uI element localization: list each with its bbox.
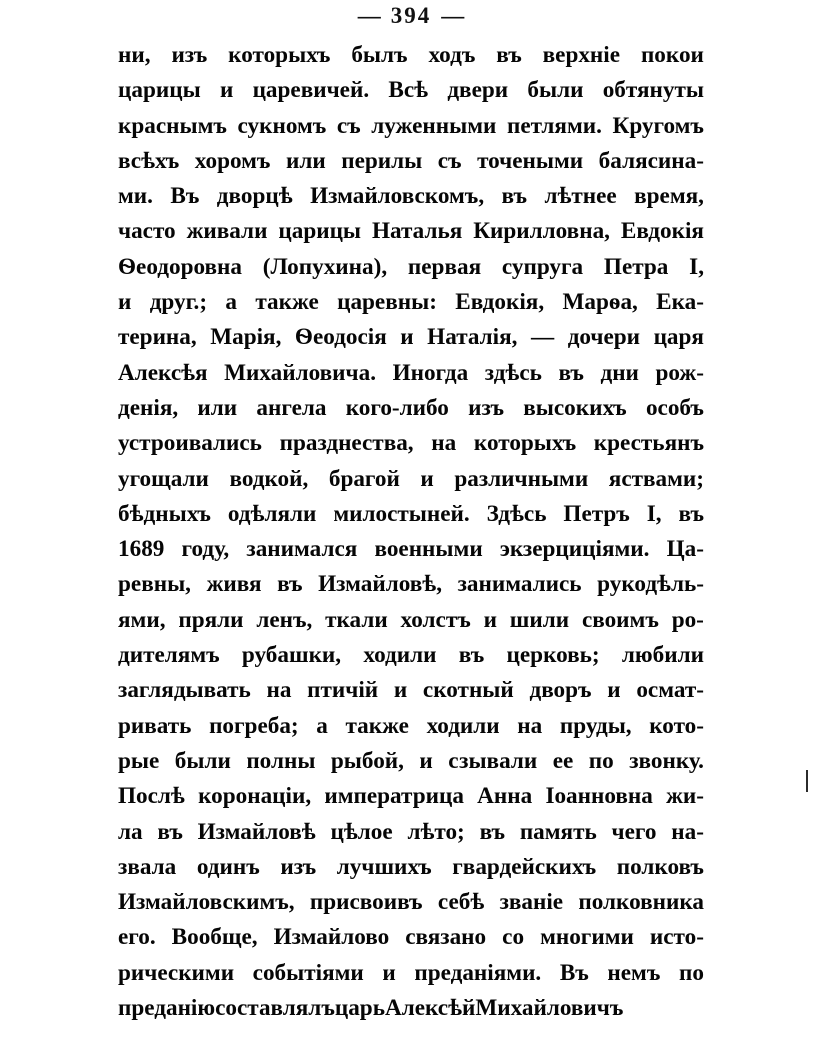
word: одинъ bbox=[196, 853, 260, 880]
word: со bbox=[502, 924, 525, 951]
word: память bbox=[519, 818, 597, 845]
word: крестьянъ bbox=[593, 430, 704, 457]
word: шили bbox=[509, 606, 570, 633]
word: рукодѣль- bbox=[597, 571, 704, 598]
word: покои bbox=[640, 42, 704, 68]
word: Петръ bbox=[563, 500, 630, 527]
word: высокихъ bbox=[523, 394, 627, 421]
word: ривать bbox=[118, 712, 192, 739]
word: своимъ bbox=[581, 606, 659, 633]
word: Измайлово bbox=[273, 924, 390, 951]
word: всѣхъ bbox=[118, 147, 180, 174]
margin-mark bbox=[806, 770, 808, 792]
word: ее bbox=[552, 747, 574, 774]
word: въ bbox=[458, 642, 485, 669]
word: и bbox=[483, 606, 497, 633]
word: терина, bbox=[118, 324, 197, 351]
text-line bbox=[118, 815, 704, 850]
word: и bbox=[420, 465, 434, 492]
word: исто- bbox=[649, 924, 704, 951]
word: Ѳеодосія bbox=[294, 324, 387, 351]
word: I, bbox=[646, 500, 662, 527]
word: Вообще, bbox=[171, 924, 258, 951]
word: на bbox=[431, 430, 457, 457]
word: изъ bbox=[280, 853, 317, 880]
word: которыхъ bbox=[228, 42, 331, 68]
word: преданіями. bbox=[414, 959, 542, 986]
word: также bbox=[255, 289, 319, 316]
word: немъ bbox=[607, 959, 661, 986]
word: Измайловѣ bbox=[197, 818, 316, 845]
word: Въ bbox=[559, 959, 589, 986]
word: одѣляли bbox=[227, 500, 317, 527]
word: присвоивъ bbox=[309, 889, 423, 916]
word: его. bbox=[118, 924, 156, 951]
word: себѣ bbox=[437, 889, 485, 916]
word: сукномъ bbox=[237, 112, 327, 139]
word: звала bbox=[118, 853, 177, 880]
word: кото- bbox=[649, 712, 704, 739]
word: Алексѣя bbox=[118, 359, 208, 386]
word: яствами; bbox=[608, 465, 704, 492]
word: на- bbox=[671, 818, 704, 845]
word: званіе bbox=[499, 889, 564, 916]
word: Наталья bbox=[371, 218, 463, 245]
word: и bbox=[219, 77, 234, 104]
word: или bbox=[285, 147, 326, 174]
word: чего bbox=[611, 818, 657, 845]
word: ходили bbox=[363, 642, 437, 669]
text-line bbox=[118, 73, 704, 108]
word: дителямъ bbox=[118, 642, 220, 669]
text-line bbox=[118, 885, 704, 920]
word: Здѣсь bbox=[486, 500, 547, 527]
word: царевны: bbox=[337, 289, 437, 316]
word: живя bbox=[206, 571, 262, 598]
word: и bbox=[400, 324, 414, 351]
text-line bbox=[118, 144, 704, 179]
text-line bbox=[118, 462, 704, 497]
word: и bbox=[382, 959, 396, 986]
word: ми. bbox=[118, 183, 153, 210]
text-line bbox=[118, 179, 704, 214]
word: составлялъ bbox=[215, 995, 335, 1022]
word: Иногда bbox=[392, 359, 469, 386]
text-line bbox=[118, 920, 704, 955]
text-line bbox=[118, 285, 704, 320]
word: лѣтнее bbox=[544, 183, 617, 210]
word: ходили bbox=[426, 712, 500, 739]
word: царицы bbox=[278, 218, 362, 245]
folio-prefix-dash: — bbox=[357, 3, 381, 28]
word: рые bbox=[118, 747, 160, 774]
word: и bbox=[607, 677, 621, 704]
word: лучшихъ bbox=[336, 853, 432, 880]
word: которыхъ bbox=[473, 430, 577, 457]
word: Петра bbox=[603, 253, 669, 280]
word: Ѳеодоровна bbox=[118, 253, 242, 280]
text-line bbox=[118, 497, 704, 532]
word: 1689 bbox=[118, 536, 165, 563]
text-line bbox=[118, 779, 704, 814]
word: полны bbox=[246, 747, 316, 774]
word: дочери bbox=[567, 324, 641, 351]
word: въ bbox=[496, 42, 522, 68]
text-line bbox=[118, 709, 704, 744]
word: краснымъ bbox=[118, 112, 227, 139]
word: балясина- bbox=[598, 147, 704, 174]
word: точеными bbox=[477, 147, 584, 174]
word: холстъ bbox=[400, 606, 471, 633]
word: кого-либо bbox=[345, 394, 449, 421]
word: были bbox=[174, 747, 231, 774]
text-line bbox=[118, 109, 704, 144]
text-line bbox=[118, 850, 704, 885]
word: друг.; bbox=[149, 289, 208, 316]
word: связано bbox=[405, 924, 487, 951]
word: милостыней. bbox=[333, 500, 470, 527]
word: Наталія, bbox=[427, 324, 518, 351]
text-line bbox=[118, 532, 704, 567]
word: Евдокія bbox=[620, 218, 704, 245]
word: событіями bbox=[252, 959, 364, 986]
word: обтянуты bbox=[602, 77, 704, 104]
word: преданію bbox=[118, 995, 216, 1022]
text-line bbox=[118, 214, 704, 249]
word: — bbox=[530, 324, 555, 351]
text-line bbox=[118, 391, 704, 426]
word: изъ bbox=[171, 42, 208, 68]
word: царевичей. bbox=[252, 77, 370, 104]
word: угощали bbox=[118, 465, 209, 492]
word: въ bbox=[479, 818, 506, 845]
word: Всѣ bbox=[388, 77, 429, 104]
word: петлями. bbox=[506, 112, 602, 139]
word: Ца- bbox=[666, 536, 704, 563]
body-text bbox=[118, 38, 704, 1026]
word: многими bbox=[540, 924, 634, 951]
word: Кирилловна, bbox=[473, 218, 610, 245]
word: или bbox=[197, 394, 238, 421]
word: ревны, bbox=[118, 571, 191, 598]
text-line bbox=[118, 320, 704, 355]
word: Іоанновна bbox=[545, 783, 653, 810]
word: денія, bbox=[118, 394, 179, 421]
word: Михайловича. bbox=[224, 359, 377, 386]
word: ходъ bbox=[428, 42, 476, 68]
word: дворъ bbox=[529, 677, 592, 704]
word: Послѣ bbox=[118, 783, 185, 810]
word: цѣлое bbox=[330, 818, 393, 845]
word: занимался bbox=[246, 536, 358, 563]
word: скотный bbox=[422, 677, 514, 704]
word: и bbox=[118, 289, 132, 316]
text-line bbox=[118, 956, 704, 991]
word: водкой, bbox=[229, 465, 309, 492]
word: по bbox=[588, 747, 614, 774]
word: Алексѣй bbox=[384, 995, 476, 1022]
word: коронаціи, bbox=[198, 783, 312, 810]
word: дворцѣ bbox=[216, 183, 293, 210]
word: Измайловскомъ, bbox=[310, 183, 485, 210]
word: полковъ bbox=[616, 853, 704, 880]
text-line bbox=[118, 603, 704, 638]
word: рическими bbox=[118, 959, 235, 986]
word: и bbox=[393, 677, 408, 704]
word: также bbox=[345, 712, 409, 739]
word: звонку. bbox=[629, 747, 704, 774]
word: императрица bbox=[324, 783, 464, 810]
word: (Лопухина), bbox=[262, 253, 388, 280]
word: жи- bbox=[666, 783, 704, 810]
word: различными bbox=[454, 465, 589, 492]
text-line bbox=[118, 744, 704, 779]
word: Марѳа, bbox=[562, 289, 638, 316]
word: съ bbox=[437, 147, 462, 174]
word: гвардейскихъ bbox=[452, 853, 597, 880]
word: ангела bbox=[256, 394, 327, 421]
word: на bbox=[517, 712, 543, 739]
word: ленъ, bbox=[256, 606, 313, 633]
word: двери bbox=[447, 77, 509, 104]
word: пруды, bbox=[559, 712, 632, 739]
word: здѣсь bbox=[484, 359, 542, 386]
word: былъ bbox=[351, 42, 408, 68]
word: церковь; bbox=[506, 642, 600, 669]
word: особъ bbox=[645, 394, 704, 421]
word: ями, bbox=[118, 606, 166, 633]
word: первая bbox=[407, 253, 482, 280]
word: дни bbox=[600, 359, 639, 386]
word: хоромъ bbox=[194, 147, 271, 174]
text-line bbox=[118, 638, 704, 673]
word: а bbox=[316, 712, 328, 739]
word: ла bbox=[118, 818, 143, 845]
word: часто bbox=[118, 218, 176, 245]
word: по bbox=[678, 959, 704, 986]
text-line bbox=[118, 673, 704, 708]
word: рыбой, bbox=[330, 747, 404, 774]
word: Евдокія, bbox=[455, 289, 545, 316]
word: перилы bbox=[341, 147, 423, 174]
folio-number: 394 bbox=[390, 3, 432, 28]
text-line bbox=[118, 38, 704, 73]
word: ни, bbox=[118, 42, 151, 68]
word: рубашки, bbox=[241, 642, 342, 669]
word: на bbox=[266, 677, 292, 704]
word: птичій bbox=[307, 677, 379, 704]
word: бѣдныхъ bbox=[118, 500, 211, 527]
word: въ bbox=[501, 183, 528, 210]
word: царицы bbox=[118, 77, 201, 104]
word: полковника bbox=[578, 889, 704, 916]
word: и bbox=[419, 747, 433, 774]
word: осмат- bbox=[636, 677, 704, 704]
word: заглядывать bbox=[118, 677, 251, 704]
text-line bbox=[118, 250, 704, 285]
word: живали bbox=[186, 218, 268, 245]
word: Измайловскимъ, bbox=[118, 889, 295, 916]
word: ткали bbox=[325, 606, 388, 633]
word: въ bbox=[558, 359, 584, 386]
text-line bbox=[118, 426, 704, 461]
folio-suffix-dash: — bbox=[441, 3, 465, 28]
word: лѣто; bbox=[407, 818, 465, 845]
word: царь bbox=[334, 995, 385, 1022]
word: I, bbox=[689, 253, 704, 280]
word: въ bbox=[277, 571, 303, 598]
word: царя bbox=[653, 324, 704, 351]
word: изъ bbox=[468, 394, 504, 421]
word: а bbox=[225, 289, 237, 316]
word: году, bbox=[181, 536, 230, 563]
word: время, bbox=[634, 183, 704, 210]
word: Марія, bbox=[210, 324, 282, 351]
word: Кругомъ bbox=[612, 112, 704, 139]
word: луженными bbox=[371, 112, 497, 139]
word: верхніе bbox=[542, 42, 621, 68]
word: пряли bbox=[178, 606, 244, 633]
word: празднества, bbox=[279, 430, 414, 457]
word: Ека- bbox=[656, 289, 704, 316]
text-line bbox=[118, 567, 704, 602]
word: брагой bbox=[328, 465, 400, 492]
word: Въ bbox=[170, 183, 200, 210]
word: были bbox=[527, 77, 584, 104]
word: устроивались bbox=[118, 430, 262, 457]
word: экзерциціями. bbox=[499, 536, 650, 563]
page-header bbox=[0, 0, 822, 32]
word: рож- bbox=[655, 359, 704, 386]
word: въ bbox=[678, 500, 704, 527]
text-line bbox=[118, 356, 704, 391]
word: ро- bbox=[671, 606, 704, 633]
word: любили bbox=[621, 642, 704, 669]
word: занимались bbox=[457, 571, 582, 598]
word: супруга bbox=[501, 253, 584, 280]
word: погреба; bbox=[209, 712, 299, 739]
word: Анна bbox=[477, 783, 533, 810]
word: военными bbox=[374, 536, 483, 563]
word: съ bbox=[336, 112, 361, 139]
word: Измайловѣ, bbox=[318, 571, 442, 598]
word: сзывали bbox=[448, 747, 538, 774]
word: въ bbox=[157, 818, 183, 845]
word: Михайловичъ bbox=[475, 995, 624, 1022]
text-line bbox=[118, 991, 704, 1026]
